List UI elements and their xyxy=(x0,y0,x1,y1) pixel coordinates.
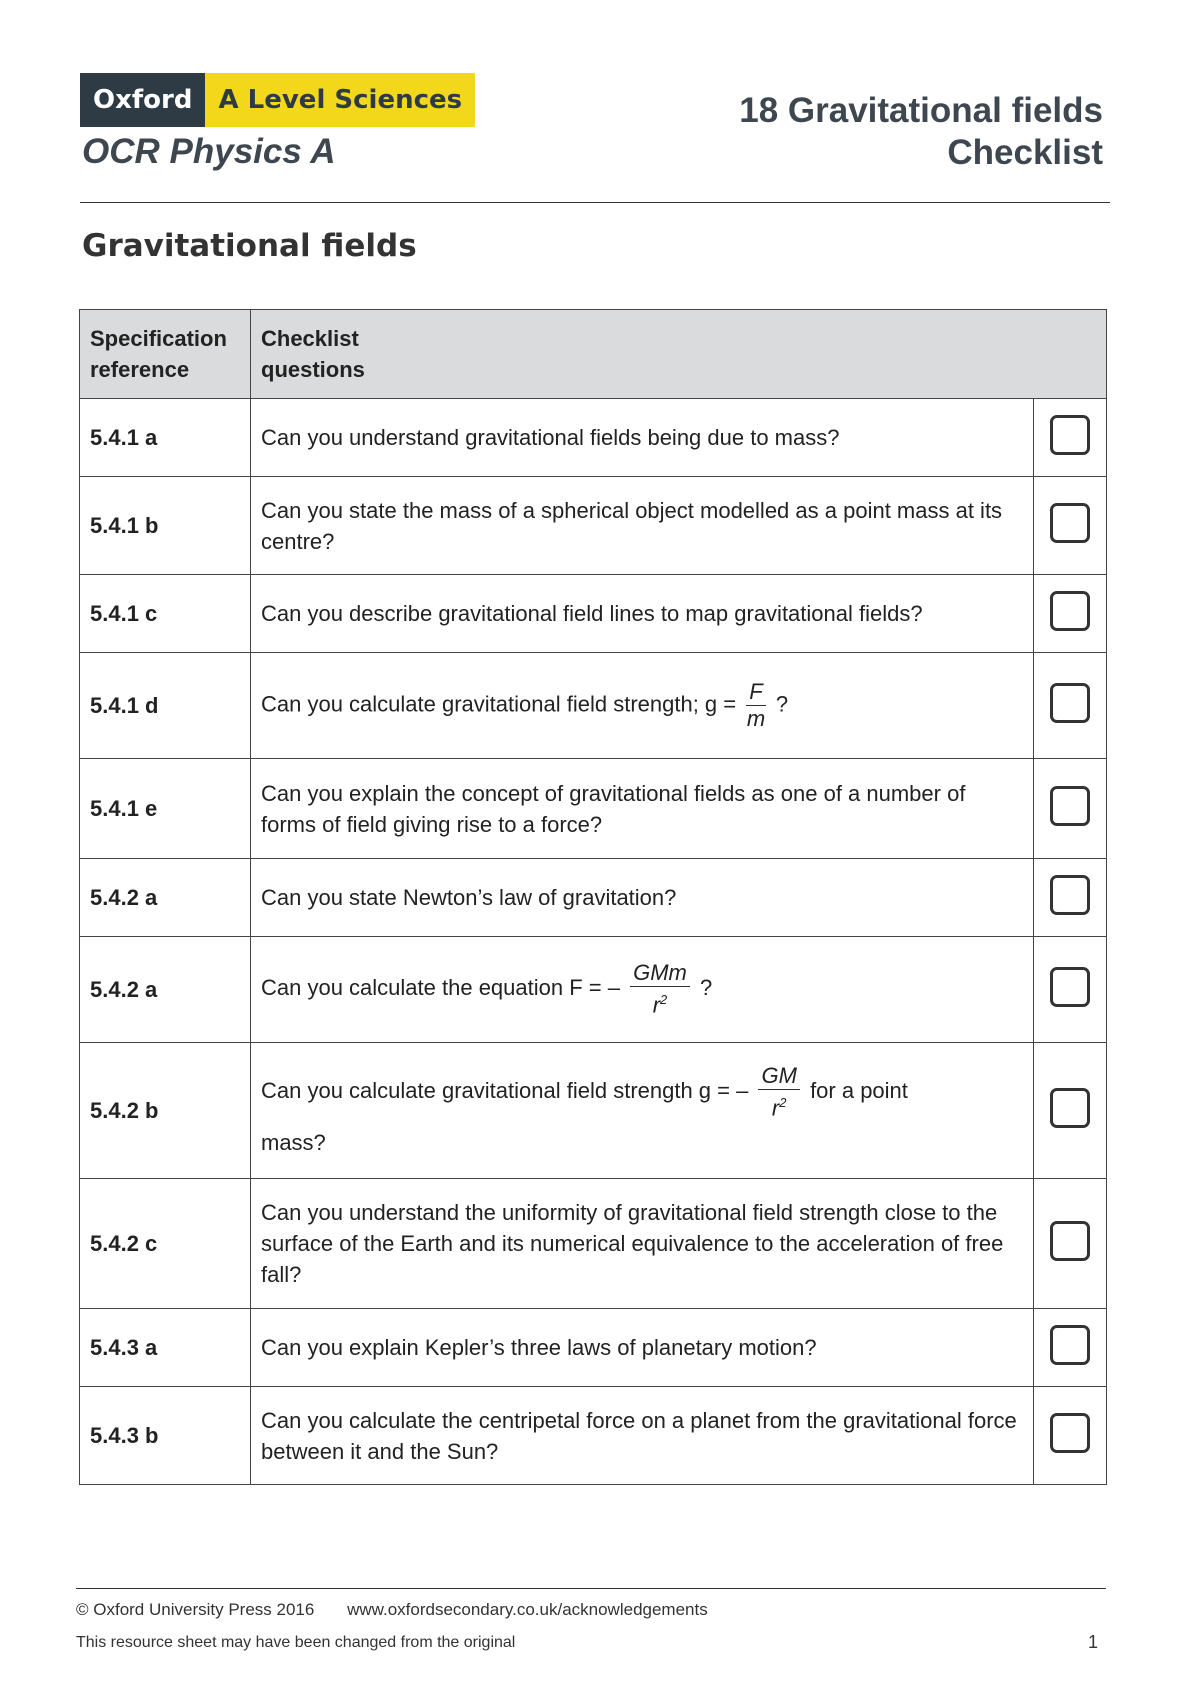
section-title: Gravitational fields xyxy=(82,228,417,264)
table-row xyxy=(80,759,1107,859)
checkbox[interactable] xyxy=(1050,875,1090,915)
checklist-table xyxy=(79,309,1107,1485)
brand-logo xyxy=(80,73,475,127)
table-row xyxy=(80,937,1107,1043)
checkbox[interactable] xyxy=(1050,786,1090,826)
checklist-question: Can you state Newton’s law of gravitation? xyxy=(251,859,1034,937)
checkbox[interactable] xyxy=(1050,1088,1090,1128)
document-title xyxy=(739,90,1103,174)
table-header-row xyxy=(80,310,1107,399)
document-title-line1: 18 Gravitational fields xyxy=(739,91,1103,130)
table-row xyxy=(80,1309,1107,1387)
table-row xyxy=(80,859,1107,937)
checkbox[interactable] xyxy=(1050,591,1090,631)
header-rule xyxy=(80,202,1110,203)
checkbox[interactable] xyxy=(1050,967,1090,1007)
subject-title: OCR Physics A xyxy=(82,132,336,171)
checkbox[interactable] xyxy=(1050,1221,1090,1261)
table-row xyxy=(80,575,1107,653)
header-checklist-questions: Checklist questions xyxy=(251,310,1107,399)
checklist-question: Can you state the mass of a spherical object modelled as a point mass at its centre? xyxy=(251,477,1034,575)
fraction: $\frac{\text{GMm}}{r^2}$ xyxy=(630,960,690,1018)
table-row xyxy=(80,399,1107,477)
spec-reference: 5.4.1 a xyxy=(80,399,251,477)
checklist-question: Can you describe gravitational field lines to map gravitational fields? xyxy=(251,575,1034,653)
checklist-question: Can you understand gravitational fields being due to mass? xyxy=(251,399,1034,477)
checklist-question: Can you calculate the centripetal force on a planet from the gravitational force between it and the Sun? xyxy=(251,1387,1034,1485)
fraction: $\frac{F}{m}$ xyxy=(746,679,766,731)
spec-reference: 5.4.2 a xyxy=(80,937,251,1043)
spec-reference: 5.4.2 b xyxy=(80,1043,251,1179)
brand-series: A Level Sciences xyxy=(205,73,475,127)
spec-reference: 5.4.1 b xyxy=(80,477,251,575)
table-row xyxy=(80,1387,1107,1485)
checkbox[interactable] xyxy=(1050,503,1090,543)
checklist-question: Can you calculate gravitational field strength g = – $\frac{GM}{r^2}$ for a point mass? xyxy=(251,1043,1034,1179)
checklist-question: Can you calculate the equation F = – $\frac{\text{GMm}}{r^2}$ ? xyxy=(251,937,1034,1043)
footer-note: This resource sheet may have been changed from the original xyxy=(76,1634,516,1651)
table-row xyxy=(80,1179,1107,1309)
checkbox[interactable] xyxy=(1050,1413,1090,1453)
table-row xyxy=(80,653,1107,759)
header-spec-reference: Specification reference xyxy=(80,310,251,399)
spec-reference: 5.4.3 a xyxy=(80,1309,251,1387)
brand-oxford: Oxford xyxy=(80,73,205,127)
spec-reference: 5.4.1 e xyxy=(80,759,251,859)
acknowledgements-url[interactable]: www.oxfordsecondary.co.uk/acknowledgements xyxy=(347,1600,708,1619)
spec-reference: 5.4.1 d xyxy=(80,653,251,759)
footer-copyright-line xyxy=(76,1600,708,1620)
checklist-question: Can you calculate gravitational field strength; g = $\frac{F}{m}$ ? xyxy=(251,653,1034,759)
checkbox[interactable] xyxy=(1050,683,1090,723)
checklist-question: Can you explain the concept of gravitational fields as one of a number of forms of field giving rise to a force? xyxy=(251,759,1034,859)
checkbox[interactable] xyxy=(1050,415,1090,455)
table-row xyxy=(80,477,1107,575)
copyright: © Oxford University Press 2016 xyxy=(76,1600,315,1619)
document-title-line2: Checklist xyxy=(947,133,1103,172)
spec-reference: 5.4.1 c xyxy=(80,575,251,653)
checklist-question: Can you understand the uniformity of gravitational field strength close to the surface of the Earth and its numerical equivalence to the acceleration of free fall? xyxy=(251,1179,1034,1309)
spec-reference: 5.4.3 b xyxy=(80,1387,251,1485)
page-number: 1 xyxy=(1087,1632,1098,1652)
spec-reference: 5.4.2 a xyxy=(80,859,251,937)
checklist-question: Can you explain Kepler’s three laws of planetary motion? xyxy=(251,1309,1034,1387)
table-row xyxy=(80,1043,1107,1179)
fraction: $\frac{GM}{r^2}$ xyxy=(758,1063,799,1121)
spec-reference: 5.4.2 c xyxy=(80,1179,251,1309)
checkbox[interactable] xyxy=(1050,1325,1090,1365)
footer-rule xyxy=(76,1588,1106,1589)
